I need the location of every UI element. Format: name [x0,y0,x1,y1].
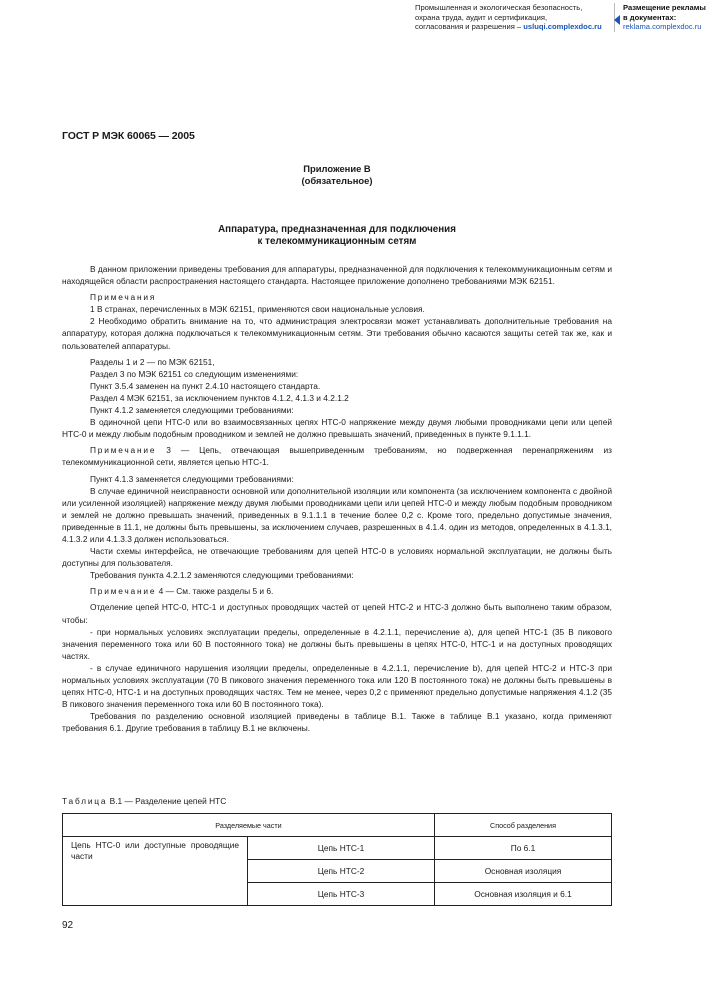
table-cell: Цепь НТС-0 или доступные проводящие части [63,837,248,906]
table-row [63,837,612,860]
body-text [62,263,612,734]
note-text: 4 — См. также разделы 5 и 6. [158,586,274,597]
column-header: Способ разделения [435,814,612,837]
header-right [614,3,711,32]
table-cell: Основная изоляция и 6.1 [435,883,612,906]
note-label: Примечание [90,445,157,456]
table-cell: Цепь НТС-1 [248,837,435,860]
table-cell: Цепь НТС-2 [248,860,435,883]
arrow-left-icon [614,15,620,25]
page-number: 92 [62,920,74,931]
note-text: 3 — Цепь, отвечающая вышеприведенным требованиям, но подверженная перенапряжениям из телекоммуникационной сети, является цепью НТС-1. [62,445,612,468]
appendix-title: Приложение В [303,163,371,174]
paragraph: В одиночной цепи НТС-0 или во взаимосвязанных цепях НТС-0 напряжение между двумя любыми проводниками цепи или цепей НТС-0 и между любым подобным проводником и землей не должно превышать значений, приведенных в пункте 9.1.1.1. [62,417,612,440]
notes-label: Примечания [90,292,157,303]
ad-title-line: Размещение рекламы [623,3,706,12]
paragraph: - при нормальных условиях эксплуатации пределы, определенные в 4.2.1.1, перечисление а), для цепей НТС-1 (35 В пикового значения переменного тока или 60 В постоянного тока) не должны быть превышены в цепях НТС-0, НТС-1 и на доступных проводящих частях. [62,626,612,661]
appendix-heading [62,163,612,187]
separation-table [62,813,612,906]
text-line: Пункт 4.1.3 заменяется следующими требованиями: [90,473,294,484]
note: 2 Необходимо обратить внимание на то, что администрация электросвязи может устанавливать дополнительные требования на аппаратуру, которая должна подключаться к телекоммуникационным сетям. Эти требования обычно касаются защиты сетей так же, как и пользователей аппаратуры. [62,316,612,351]
table-cell: По 6.1 [435,837,612,860]
header-left-line [415,22,605,32]
paragraph: Части схемы интерфейса, не отвечающие требованиям для цепей НТС-0 в условиях нормальной эксплуатации, не должны быть доступны для пользователя. [62,546,612,569]
table-caption-text: В.1 — Разделение цепей НТС [109,796,227,806]
text-line: Раздел 4 МЭК 62151, за исключением пунктов 4.1.2, 4.1.3 и 4.2.1.2 [90,392,349,403]
note-label: Примечание [90,586,157,597]
section-title-line: Аппаратура, предназначенная для подключения [218,224,456,235]
paragraph: Отделение цепей НТС-0, НТС-1 и доступных проводящих частей от цепей НТС-2 и НТС-3 должно быть выполнено таким образом, чтобы: [62,602,612,625]
paragraph: - в случае единичного нарушения изоляции пределы, определенные в 4.2.1.1, перечисление b), для цепей НТС-2 и НТС-3 при нормальных условиях эксплуатации (70 В пикового значения переменного тока или 120 В постоянного тока) не должны быть превышены в цепях НТС-0, НТС-1 и на доступных проводящих частях. Тем не менее, через 0,2 с применяют предельно допустимые напряжения 4.1.2 (35 В пикового значения переменного тока или 60 В постоянного тока). [62,662,612,710]
ad-title-line: в документах: [623,12,677,22]
text-line: Пункт 3.5.4 заменен на пункт 2.4.10 настоящего стандарта. [90,380,321,391]
header-left-line: охрана труда, аудит и сертификация, [415,12,548,22]
header-left [415,3,605,32]
header-left-line-text: согласования и разрешения – [415,22,522,31]
column-header: Разделяемые части [63,814,435,837]
table-caption-label: Таблица [62,796,108,806]
section-title-line: к телекоммуникационным сетям [257,236,417,247]
text-line: Разделы 1 и 2 — по МЭК 62151, [90,356,215,367]
table-header-row [63,814,612,837]
note [62,444,612,468]
services-link[interactable]: usluqi.complexdoc.ru [523,22,602,31]
section-title [62,224,612,248]
paragraph: В данном приложении приведены требования для аппаратуры, предназначенной для подключения к телекоммуникационным сетям и находящейся области распространения настоящего стандарта. Настоящее приложение дополнено требованиями МЭК 62151. [62,264,612,287]
note: 1 В странах, перечисленных в МЭК 62151, применяются свои национальные условия. [90,304,425,315]
text-line: Пункт 4.1.2 заменяется следующими требованиями: [90,405,294,416]
table-cell: Цепь НТС-3 [248,883,435,906]
table-cell: Основная изоляция [435,860,612,883]
appendix-status: (обязательное) [301,175,373,186]
text-line: Требования пункта 4.2.1.2 заменяются следующими требованиями: [90,570,354,581]
text-line: Раздел 3 по МЭК 62151 со следующим изменениями: [90,368,299,379]
note [62,585,612,597]
table-caption [62,796,226,806]
paragraph: Требования по разделению основной изоляцией приведены в таблице В.1. Также в таблице В.1 указано, когда применяют требования 6.1. Другие требования в таблицу В.1 не включены. [62,711,612,734]
paragraph: В случае единичной неисправности основной или дополнительной изоляции или компонента (за исключением компонента с двойной или усиленной изоляцией) напряжение между двумя любыми проводниками цепи или цепей НТС-0 и между любым подобным проводником и землей не должно превышать значений, приведенных в 9.1.1.1 в течение более 0,2 с. Кроме того, предельно допустимые значения, приведенные в 11.1, не должны быть превышены, за исключением случаев, разрешенных в 4.1.4. один из методов, определенных в 4.1.3.1, 4.1.3.2 или 4.1.3.3 должен использоваться. [62,485,612,544]
header-left-line: Промышленная и экологическая безопасность, [415,3,583,12]
standard-code: ГОСТ Р МЭК 60065 — 2005 [62,130,195,142]
advertising-link[interactable]: reklama.complexdoc.ru [623,22,702,31]
